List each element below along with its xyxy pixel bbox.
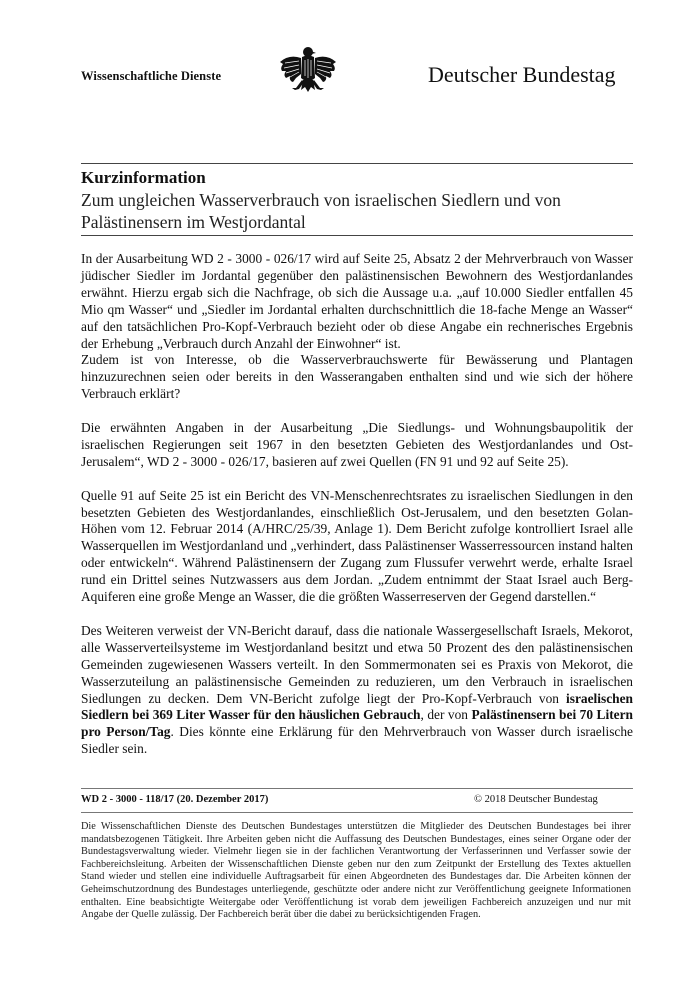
document-title: Zum ungleichen Wasserverbrauch von israelischen Siedlern und von Palästinensern im Westjordantal (81, 190, 561, 232)
footer-copyright: © 2018 Deutscher Bundestag (474, 794, 598, 805)
emphasis-settlers-consumption: israelischen Siedlern bei 369 Liter Wasser für den häuslichen Gebrauch (81, 690, 633, 723)
title-rule-bottom (81, 235, 633, 236)
title-rule-top (81, 163, 633, 164)
paragraph-text: , der von (420, 707, 472, 723)
footer-disclaimer: Die Wissenschaftlichen Dienste des Deutschen Bundestages unterstützen die Mitglieder des Deutschen Bundestages bei ihrer mandatsbezogenen Tätigkeit. Ihre Arbeiten geben nicht die Auffassung des Deutschen Bundestages, eines seiner Organe oder der Bundestagsverwaltung wieder. Vielmehr liegen sie in der fachlichen Verantwortung der Verfasserinnen und Verfasser sowie der Fachbereichsleitung. Arbeiten der Wissenschaftlichen Dienste geben nur den zum Zeitpunkt der Erstellung des Textes aktuellen Stand wieder und stellen eine individuelle Auftragsarbeit für einen Abgeordneten des Bundestages dar. Die Arbeiten können der Geheimschutzordnung des Bundestages unterliegende, geschützte oder andere nicht zur Veröffentlichung geeignete Informationen enthalten. Eine beabsichtigte Weitergabe oder Veröffentlichung ist vorab dem jeweiligen Fachbereich anzuzeigen und nur mit Angabe der Quelle zulässig. Der Fachbereich berät über die dabei zu berücksichtigenden Fragen. (81, 821, 631, 921)
body-paragraph (81, 251, 633, 403)
paragraph-text: . Dies könnte eine Erklärung für den Mehrverbrauch von Wasser durch israelische Siedler sein. (81, 724, 633, 757)
body-paragraph: Die erwähnten Angaben in der Ausarbeitung „Die Siedlungs- und Wohnungsbaupolitik der israelischen Regierungen seit 1967 in den besetzten Gebieten des Westjordanlandes und Ost-Jerusalem“, WD 2 - 3000 - 026/17, basieren auf zwei Quellen (FN 91 und 92 auf Seite 25). (81, 420, 633, 469)
federal-eagle-icon (277, 44, 339, 100)
paragraph-text: Zudem ist von Interesse, ob die Wasserverbrauchswerte für Bewässerung und Plantagen hinzuzurechnen seien oder bereits in den Wasserangaben enthalten sind und wie sich der höhere Verbrauch erklärt? (81, 352, 633, 402)
document-kind: Kurzinformation (81, 168, 206, 187)
footer-reference: WD 2 - 3000 - 118/17 (20. Dezember 2017) (81, 794, 269, 805)
body-paragraph (81, 623, 633, 758)
footer-rule-top (81, 788, 633, 789)
header-institution: Deutscher Bundestag (428, 62, 616, 87)
emphasis-palestinians-consumption: Palästinensern bei 70 Litern pro Person/Tag (81, 707, 633, 740)
paragraph-text: Des Weiteren verweist der VN-Bericht darauf, dass die nationale Wassergesellschaft Israels, Mekorot, alle Wasserverteilsysteme im Westjordanland besitzt und etwa 50 Prozent des den palästinensischen Gemeinden zugewiesenen Wassers verteilt. In den Sommermonaten sei es Praxis von Mekorot, die Wasserzuteilung an palästinensische Gemeinden zu reduzieren, um den Verbrauch in israelischen Siedlungen zu decken. Dem VN-Bericht zufolge liegt der Pro-Kopf-Verbrauch von (81, 622, 633, 706)
header-department: Wissenschaftliche Dienste (81, 69, 222, 83)
paragraph-text: In der Ausarbeitung WD 2 - 3000 - 026/17 wird auf Seite 25, Absatz 2 der Mehrverbrauch von Wasser jüdischer Siedler im Jordantal gegenüber den palästinensischen Bewohnern des Westjordanlandes erwähnt. Hierzu ergab sich die Nachfrage, ob sich die Aussage u.a. „auf 10.000 Siedler entfallen 45 Mio qm Wasser“ und „Siedler im Jordantal erhalten durchschnittlich die 18-fache Menge an Wasser“ auf den tatsächlichen Pro-Kopf-Verbrauch bezieht oder ob diese Angabe ein rechnerisches Ergebnis der Erhebung „Verbrauch durch Anzahl der Einwohner“ ist. (81, 251, 633, 351)
body-paragraph: Quelle 91 auf Seite 25 ist ein Bericht des VN-Menschenrechtsrates zu israelischen Siedlungen in den besetzten Gebieten des Westjordanlandes, einschließlich Ost-Jerusalem, und den besetzten Golan-Höhen vom 12. Februar 2014 (A/HRC/25/39, Anlage 1). Dem Bericht zufolge kontrolliert Israel alle Wasserquellen im Westjordanland und „verhindert, dass Palästinenser Wasserressourcen instand halten oder entwickeln“. Während Palästinensern der Zugang zum Flussufer verwehrt werde, erhalte Israel rund ein Drittel seines Nutzwassers aus dem Jordan. „Zudem entnimmt der Staat Israel auch Berg-Aquiferen eine große Menge an Wasser, die die größten Wasserreserven der Gegend darstellen.“ (81, 487, 633, 605)
document-body (81, 251, 633, 775)
footer-rule-bottom (81, 812, 633, 813)
